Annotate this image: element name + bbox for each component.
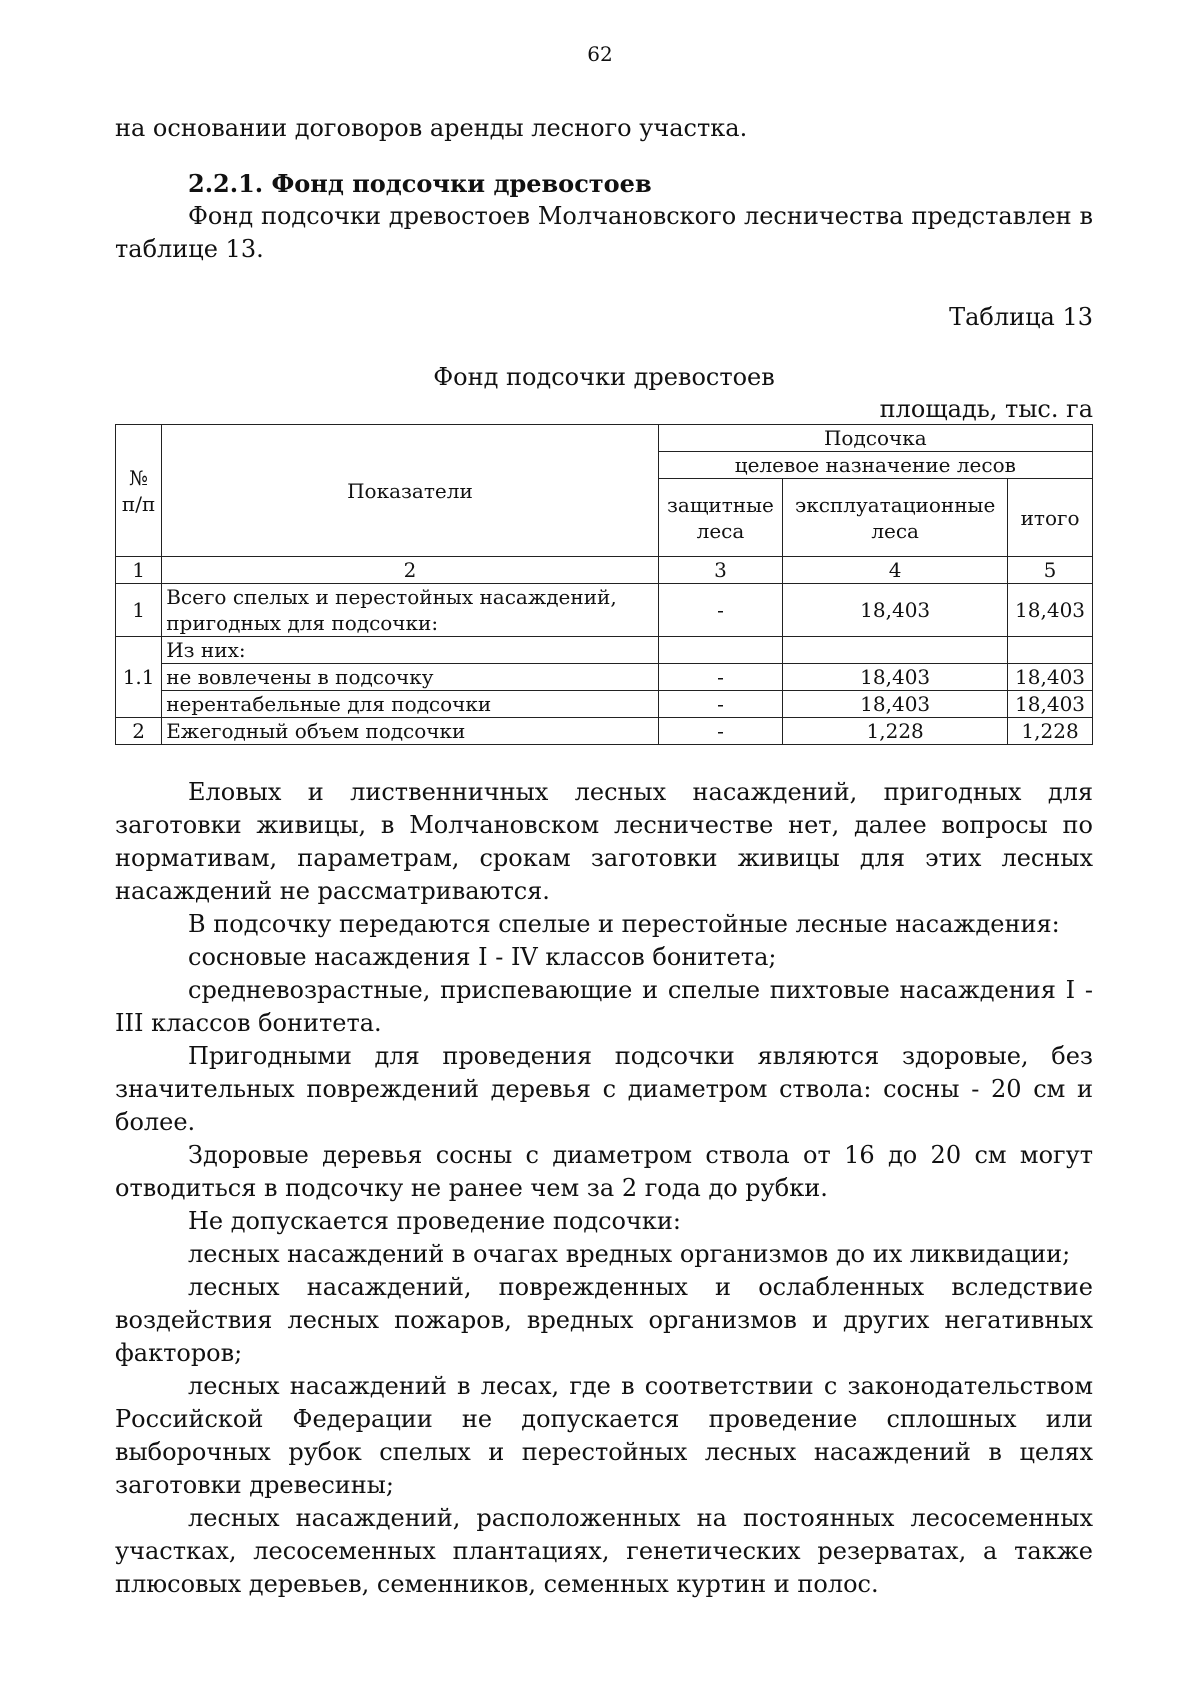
header-num: № п/п — [116, 425, 162, 557]
row-total: 18,403 — [1008, 584, 1093, 637]
table-row — [116, 584, 1093, 637]
table-row — [116, 718, 1093, 745]
row-num: 1 — [116, 584, 162, 637]
header-exploitation: эксплуатационные леса — [783, 479, 1008, 557]
header-protective: защитные леса — [658, 479, 783, 557]
body-paragraph: средневозрастные, приспевающие и спелые пихтовые насаждения I - III классов бонитета. — [115, 976, 1093, 1037]
section-lead: Фонд подсочки древостоев Молчановского лесничества представлен в таблице 13. — [115, 202, 1093, 263]
row-num: 1.1 — [116, 637, 162, 718]
header-subgroup: целевое назначение лесов — [658, 452, 1092, 479]
document-body — [115, 112, 1093, 1601]
row-exploitation: 1,228 — [783, 718, 1008, 745]
col-number: 4 — [783, 557, 1008, 584]
body-paragraph: Пригодными для проведения подсочки являются здоровые, без значительных повреждений деревья с диаметром ствола: сосны - 20 см и более. — [115, 1042, 1093, 1136]
body-paragraph: лесных насаждений, поврежденных и ослабленных вследствие воздействия лесных пожаров, вредных организмов и других негативных факторов; — [115, 1273, 1093, 1367]
table-row — [116, 637, 1093, 664]
table-title: Фонд подсочки древостоев — [433, 363, 775, 391]
body-paragraph: Не допускается проведение подсочки: — [188, 1207, 681, 1235]
row-exploitation: 18,403 — [783, 584, 1008, 637]
table-row — [116, 664, 1093, 691]
table-label: Таблица 13 — [949, 303, 1093, 331]
body-paragraph: В подсочку передаются спелые и перестойные лесные насаждения: — [188, 910, 1060, 938]
row-exploitation: 18,403 — [783, 664, 1008, 691]
body-paragraph: лесных насаждений в очагах вредных организмов до их ликвидации; — [188, 1240, 1071, 1268]
row-total: 18,403 — [1008, 664, 1093, 691]
column-numbers-row — [116, 557, 1093, 584]
intro-line: на основании договоров аренды лесного участка. — [115, 114, 748, 142]
header-indicators: Показатели — [162, 425, 658, 557]
body-paragraph: Здоровые деревья сосны с диаметром ствола от 16 до 20 см могут отводиться в подсочку не ранее чем за 2 года до рубки. — [115, 1141, 1093, 1202]
row-name: Ежегодный объем подсочки — [162, 718, 658, 745]
header-total: итого — [1008, 479, 1093, 557]
row-name: не вовлечены в подсочку — [162, 664, 658, 691]
row-name: нерентабельные для подсочки — [162, 691, 658, 718]
row-total: 1,228 — [1008, 718, 1093, 745]
col-number: 5 — [1008, 557, 1093, 584]
body-paragraph: Еловых и лиственничных лесных насаждений, пригодных для заготовки живицы, в Молчановском лесничестве нет, далее вопросы по нормативам, параметрам, срокам заготовки живицы для этих лесных насаждений не рассматриваются. — [115, 778, 1093, 905]
row-name: Из них: — [162, 637, 658, 664]
fund-table — [115, 424, 1093, 745]
page-number: 62 — [587, 42, 613, 66]
row-name: Всего спелых и перестойных насаждений, пригодных для подсочки: — [162, 584, 658, 637]
row-num: 2 — [116, 718, 162, 745]
row-protective: - — [658, 691, 783, 718]
header-group: Подсочка — [658, 425, 1092, 452]
header-row-1 — [116, 425, 1093, 452]
row-protective: - — [658, 584, 783, 637]
col-number: 2 — [162, 557, 658, 584]
body-paragraph: сосновые насаждения I - IV классов бонитета; — [188, 943, 777, 971]
row-total: 18,403 — [1008, 691, 1093, 718]
col-number: 1 — [116, 557, 162, 584]
col-number: 3 — [658, 557, 783, 584]
table-unit: площадь, тыс. га — [879, 395, 1093, 423]
row-protective: - — [658, 664, 783, 691]
section-heading: 2.2.1. Фонд подсочки древостоев — [188, 169, 652, 198]
body-paragraph: лесных насаждений в лесах, где в соответствии с законодательством Российской Федерации не допускается проведение сплошных или выборочных рубок спелых и перестойных лесных насаждений в целях заготовки древесины; — [115, 1372, 1093, 1499]
table-row — [116, 691, 1093, 718]
row-exploitation: 18,403 — [783, 691, 1008, 718]
body-paragraph: лесных насаждений, расположенных на постоянных лесосеменных участках, лесосеменных плантациях, генетических резерватах, а также плюсовых деревьев, семенников, семенных куртин и полос. — [115, 1504, 1093, 1598]
row-protective: - — [658, 718, 783, 745]
